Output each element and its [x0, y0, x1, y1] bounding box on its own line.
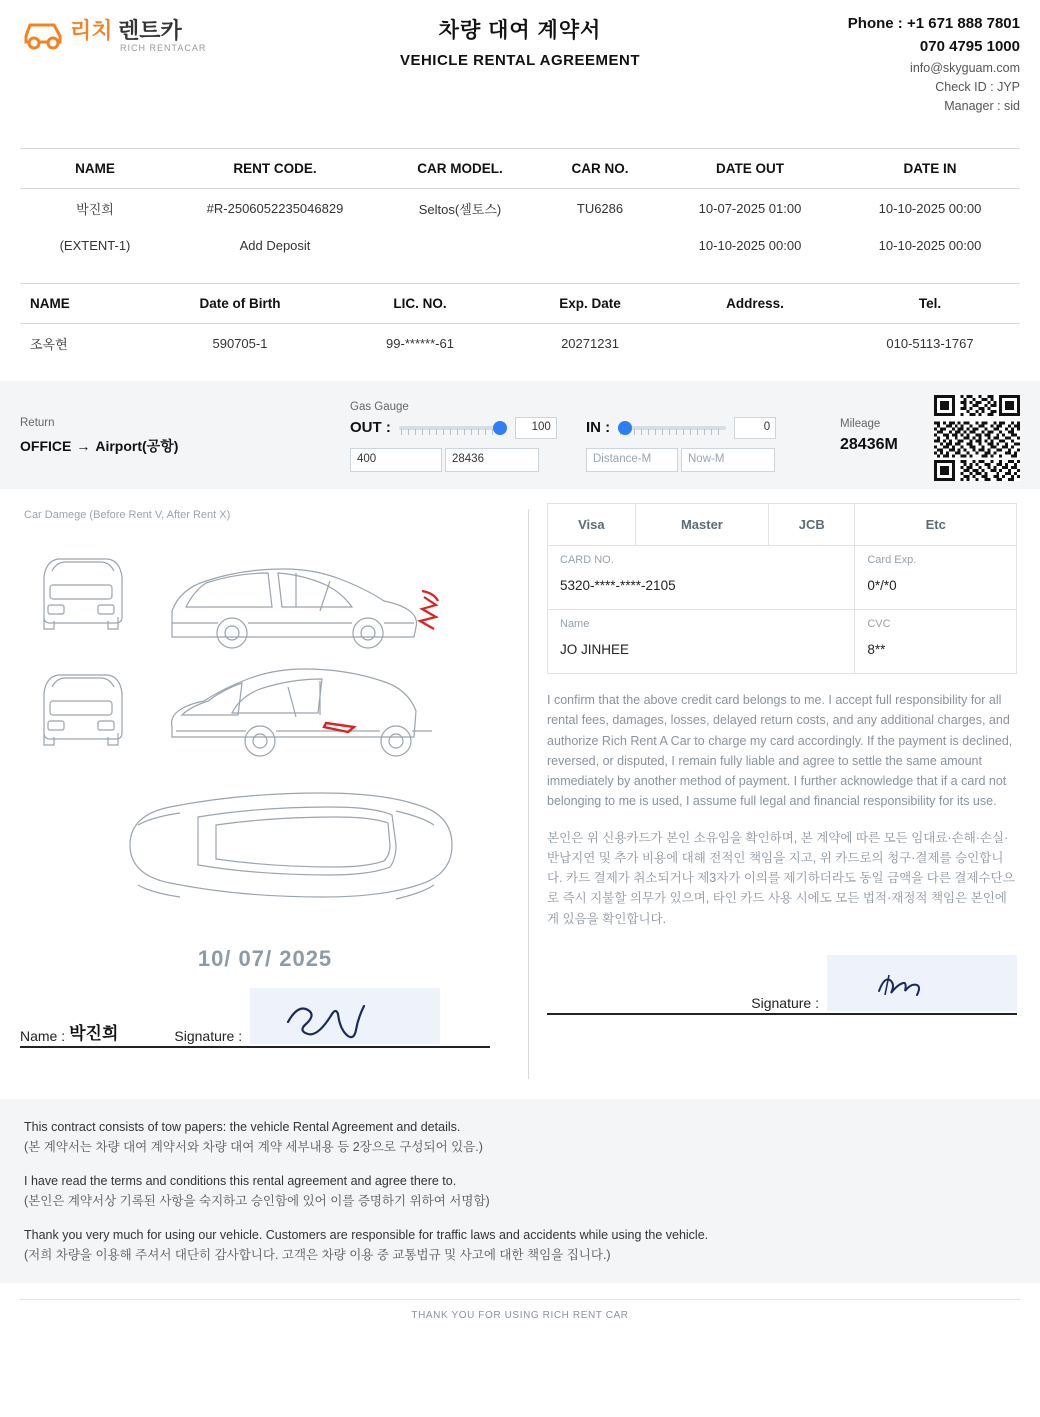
- card-no-value: 5320-****-****-2105: [560, 578, 676, 593]
- contract-notes: [0, 1099, 1040, 1283]
- return-to: Airport(공항): [95, 437, 179, 454]
- svg-text:RICH RENTACAR: RICH RENTACAR: [120, 43, 207, 53]
- in-label: IN :: [586, 419, 611, 436]
- out-now-input[interactable]: 28436: [445, 448, 539, 472]
- card-terms-english: I confirm that the above credit card belongs to me. I accept full responsibility for all rental fees, damages, losses, delayed return costs, and any additional charges, and authorize Rich Rent A Car to charge my card accordingly. If the payment is declined, reversed, or disputed, I remain fully liable and agree to settle the same amount immediately by another method of payment. I further acknowledge that if a card not belonging to me is used, I assume full legal and financial responsibility for its use.: [547, 693, 1013, 809]
- phone-secondary: 070 4795 1000: [919, 38, 1020, 56]
- table-row: [20, 189, 1020, 229]
- page-header: [0, 0, 1040, 120]
- card-number-cell[interactable]: [548, 546, 855, 610]
- card-name-cell[interactable]: [548, 610, 855, 674]
- col-car-model: CAR MODEL.: [380, 149, 540, 189]
- mileage-label: Mileage: [840, 418, 881, 430]
- in-gauge-slider[interactable]: [618, 421, 726, 435]
- cell-extent: (EXTENT-1): [59, 238, 131, 253]
- col-name: NAME: [20, 149, 170, 189]
- out-gauge-slider[interactable]: [399, 421, 507, 435]
- note-item: [24, 1225, 1016, 1265]
- cell-tel: 010-5113-1767: [886, 336, 974, 351]
- damage-note: Car Damege (Before Rent V, After Rent X): [24, 509, 231, 521]
- col-dob: Date of Birth: [150, 284, 330, 324]
- slider-knob[interactable]: [618, 421, 632, 435]
- signature-label: Signature :: [174, 1028, 243, 1044]
- mileage-value: 28436M: [840, 436, 898, 453]
- cell-address: [670, 324, 840, 368]
- col-car-no: CAR NO.: [540, 149, 660, 189]
- signature-pad-cardholder[interactable]: [827, 955, 1017, 1011]
- card-cvc-cell[interactable]: [855, 610, 1017, 674]
- note-korean: (저희 차량을 이용해 주셔서 대단히 감사합니다. 고객은 차량 이용 중 교통법규 및 사고에 대한 책임을 집니다.): [24, 1248, 611, 1262]
- contact-info: [770, 10, 1020, 117]
- agreement-date: 10/ 07/ 2025: [197, 946, 333, 971]
- return-location: [20, 417, 350, 456]
- svg-text:렌트카: 렌트카: [118, 18, 182, 43]
- driver-info-table: [20, 283, 1020, 367]
- col-address: Address.: [670, 284, 840, 324]
- cell-add-deposit: Add Deposit: [239, 238, 311, 253]
- return-label: Return: [20, 416, 55, 429]
- title-english: VEHICLE RENTAL AGREEMENT: [399, 52, 641, 69]
- cell-empty-model: [380, 228, 540, 267]
- table-header-row: [20, 284, 1020, 324]
- left-signature-row: [20, 988, 490, 1048]
- in-gauge-spacer: [586, 401, 818, 413]
- col-rent-code: RENT CODE.: [170, 149, 380, 189]
- card-section: [547, 503, 1019, 1089]
- rental-info-table: [20, 148, 1020, 267]
- car-damage-diagram[interactable]: [20, 525, 490, 925]
- table-header-row: [20, 149, 1020, 189]
- arrow-icon: →: [76, 437, 91, 454]
- card-name-value: JO JINHEE: [560, 642, 630, 657]
- signature-mark-icon: [827, 955, 1017, 1011]
- in-now-input[interactable]: Now-M: [681, 448, 775, 472]
- cell-car-no: TU6286: [576, 201, 624, 216]
- gas-gauge-out: [350, 401, 560, 472]
- slider-ticks: [620, 429, 724, 435]
- cell-name: 박진희: [76, 202, 114, 217]
- cell-empty-carno: [540, 228, 660, 267]
- note-korean: (본 계약서는 차량 대여 계약서와 차량 대여 계약 세부내용 등 2장으로 구성되어 있음.): [24, 1140, 483, 1154]
- cell-dob: 590705-1: [212, 336, 268, 351]
- slider-ticks: [401, 429, 505, 435]
- slider-knob[interactable]: [493, 421, 507, 435]
- card-name-row: [548, 610, 1017, 674]
- card-type-visa[interactable]: Visa: [548, 504, 636, 546]
- svg-text:리치: 리치: [70, 18, 113, 43]
- return-value: [20, 436, 350, 456]
- note-item: [24, 1117, 1016, 1157]
- out-label: OUT :: [350, 419, 391, 436]
- col-date-in: DATE IN: [840, 149, 1020, 189]
- table-row: [20, 324, 1020, 368]
- card-cvc-label: CVC: [867, 618, 891, 630]
- out-gauge-value[interactable]: 100: [515, 417, 557, 439]
- section-gap: [0, 267, 1040, 283]
- check-id: Check ID : JYP: [935, 79, 1020, 94]
- qr-code-icon: [934, 395, 1020, 481]
- footer-text: THANK YOU FOR USING RICH RENT CAR: [411, 1310, 629, 1321]
- card-type-etc[interactable]: Etc: [855, 504, 1017, 546]
- rich-rentacar-logo-icon: [20, 14, 250, 56]
- company-logo: [20, 10, 270, 56]
- email-address: info@skyguam.com: [910, 60, 1020, 75]
- card-type-jcb[interactable]: JCB: [769, 504, 855, 546]
- note-english: I have read the terms and conditions this rental agreement and agree there to.: [24, 1174, 457, 1188]
- signer-name-value: 박진희: [69, 1024, 119, 1043]
- note-korean: (본인은 계약서상 기록된 사항을 숙지하고 승인함에 있어 이를 증명하기 위하여 서명함): [24, 1194, 490, 1208]
- return-from: OFFICE: [20, 437, 72, 454]
- in-distance-input[interactable]: Distance-M: [586, 448, 678, 472]
- card-exp-value: 0*/*0: [867, 578, 897, 593]
- card-type-row: [548, 504, 1017, 546]
- credit-card-table: [547, 503, 1017, 674]
- cell-date-in: 10-10-2025 00:00: [878, 201, 982, 216]
- manager-name: Manager : sid: [944, 99, 1020, 114]
- col-date-out: DATE OUT: [660, 149, 840, 189]
- cell-car-model: Seltos(셀토스): [418, 202, 502, 217]
- in-gauge-value[interactable]: 0: [734, 417, 776, 439]
- column-divider: [528, 509, 529, 1079]
- col-tel: Tel.: [840, 284, 1020, 324]
- note-item: [24, 1171, 1016, 1211]
- card-no-label: CARD NO.: [560, 554, 614, 566]
- card-exp-label: Card Exp.: [867, 554, 917, 566]
- note-english: This contract consists of tow papers: the vehicle Rental Agreement and details.: [24, 1120, 461, 1134]
- signature-mark-icon: [250, 988, 440, 1044]
- cell-exp-date: 20271231: [561, 336, 619, 351]
- col-exp-date: Exp. Date: [510, 284, 670, 324]
- card-signature-label: Signature :: [751, 994, 819, 1011]
- document-title: [270, 10, 770, 69]
- card-type-master[interactable]: Master: [635, 504, 768, 546]
- cell-driver-name: 조옥현: [30, 337, 68, 352]
- out-distance-input[interactable]: 400: [350, 448, 442, 472]
- note-english: Thank you very much for using our vehicle. Customers are responsible for traffic laws and accidents while using the vehicle.: [24, 1228, 709, 1242]
- title-korean: 차량 대여 계약서: [438, 19, 602, 42]
- gas-gauge-label: Gas Gauge: [350, 400, 409, 413]
- col-lic-no: LIC. NO.: [330, 284, 510, 324]
- card-terms-korean: 본인은 위 신용카드가 본인 소유임을 확인하며, 본 계약에 따른 모든 임대료·손해·손실·반납지연 및 추가 비용에 대해 전적인 책임을 지고, 위 카드로의 청구·결제를 승인합니다. 카드 결제가 취소되거나 제3자가 이의를 제기하더라도 동일 금액을 다른 결제수단으로 즉시 지불할 의무가 있으며, 타인 카드 사용 시에도 모든 법적·재정적 책임은 본인에게 있음을 확인합니다.: [547, 830, 1015, 926]
- phone-primary: Phone : +1 671 888 7801: [847, 15, 1020, 32]
- signer-name-label: Name :: [20, 1028, 66, 1044]
- table-row: [20, 228, 1020, 267]
- main-body: [0, 489, 1040, 1089]
- card-exp-cell[interactable]: [855, 546, 1017, 610]
- card-name-label: Name: [560, 618, 590, 630]
- card-number-row: [548, 546, 1017, 610]
- cell-extent-date-in: 10-10-2025 00:00: [878, 238, 982, 253]
- damage-section: [20, 503, 510, 1089]
- cell-extent-date-out: 10-10-2025 00:00: [698, 238, 802, 253]
- cell-date-out: 10-07-2025 01:00: [698, 201, 802, 216]
- card-cvc-value: 8**: [867, 642, 886, 657]
- signature-pad-renter[interactable]: [250, 988, 440, 1044]
- gas-gauge-in: [586, 401, 818, 472]
- return-gauge-strip: [0, 381, 1040, 489]
- cell-lic-no: 99-******-61: [386, 336, 454, 351]
- right-signature-row: [547, 955, 1017, 1015]
- col-driver-name: NAME: [20, 284, 150, 324]
- cell-rent-code: #R-2506052235046829: [206, 201, 344, 216]
